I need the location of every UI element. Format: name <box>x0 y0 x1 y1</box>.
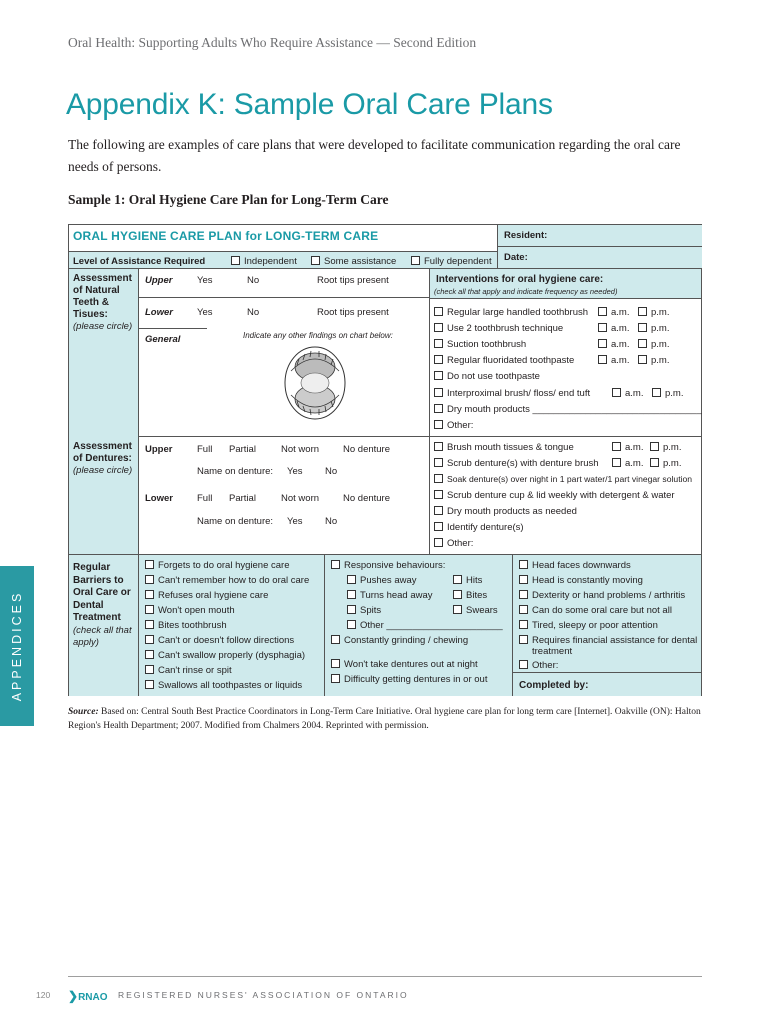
denture-care-item[interactable]: Soak denture(s) over night in 1 part water/1 part vinegar solution <box>434 474 692 484</box>
rnao-logo: ❯RNAO <box>68 989 108 1003</box>
page-title: Appendix K: Sample Oral Care Plans <box>66 88 553 121</box>
checkbox[interactable] <box>650 442 659 451</box>
lower-no[interactable]: No <box>247 307 260 318</box>
care-plan-form <box>68 224 702 696</box>
footer-organization: REGISTERED NURSES' ASSOCIATION OF ONTARIO <box>118 990 409 1000</box>
upper-root-tips[interactable]: Root tips present <box>317 275 389 286</box>
denture-care-item[interactable]: Scrub denture(s) with denture brush <box>434 458 599 469</box>
checkbox[interactable] <box>598 307 607 316</box>
denture-lower-not-worn[interactable]: Not worn <box>281 493 320 504</box>
am-option[interactable]: a.m. <box>598 307 629 318</box>
general-label: General <box>145 334 181 345</box>
source-label: Source: <box>68 707 99 717</box>
checkbox[interactable] <box>434 355 443 364</box>
interventions-list <box>429 299 701 436</box>
denture-upper-name-yes[interactable]: Yes <box>287 466 303 477</box>
checkbox[interactable] <box>145 590 154 599</box>
intervention-item[interactable]: Interproximal brush/ floss/ end tuft <box>434 388 590 399</box>
chart-note: Indicate any other findings on chart below: <box>243 331 393 340</box>
checkbox[interactable] <box>145 560 154 569</box>
barrier-sub-item[interactable]: Spits <box>347 605 381 616</box>
intervention-item[interactable]: Dry mouth products ________________________________ <box>434 404 702 415</box>
barrier-item[interactable]: Swallows all toothpastes or liquids <box>145 680 302 691</box>
assistance-option-full[interactable]: Fully dependent <box>411 256 492 267</box>
checkbox[interactable] <box>453 605 462 614</box>
pm-option[interactable]: p.m. <box>652 388 683 399</box>
checkbox[interactable] <box>434 307 443 316</box>
checkbox[interactable] <box>145 680 154 689</box>
barrier-sub-item[interactable]: Hits <box>453 575 482 586</box>
barrier-item[interactable]: Requires financial assistance for dental treatment <box>519 635 702 657</box>
barrier-sub-item[interactable]: Turns head away <box>347 590 433 601</box>
footer-divider <box>68 976 702 977</box>
denture-lower-full[interactable]: Full <box>197 493 213 504</box>
checkbox[interactable] <box>519 590 528 599</box>
am-option[interactable]: a.m. <box>598 339 629 350</box>
denture-upper-name-no[interactable]: No <box>325 466 338 477</box>
source-text: Based on: Central South Best Practice Coordinators in Long-Term Care Initiative. Oral hygiene care plan for long term care [Internet]. Oakville (ON): Halton Region's Health Department; 2007. Modified from Chalmers 2004. Reprinted with permission. <box>68 707 701 731</box>
barriers-label: Regular Barriers to Oral Care or Dental Treatment <box>73 562 131 623</box>
checkbox[interactable] <box>434 388 443 397</box>
checkbox[interactable] <box>331 659 340 668</box>
barrier-item[interactable]: Dexterity or hand problems / arthritis <box>519 590 685 601</box>
barrier-item[interactable]: Difficulty getting dentures in or out <box>331 674 487 685</box>
checkbox[interactable] <box>612 442 621 451</box>
checkbox[interactable] <box>598 339 607 348</box>
barrier-item[interactable]: Won't take dentures out at night <box>331 659 478 670</box>
checkbox[interactable] <box>519 560 528 569</box>
upper-no[interactable]: No <box>247 275 260 286</box>
assistance-label: Level of Assistance Required <box>73 256 206 267</box>
barrier-item[interactable]: Can't remember how to do oral care <box>145 575 309 586</box>
barrier-item[interactable]: Bites toothbrush <box>145 620 227 631</box>
am-option[interactable]: a.m. <box>598 355 629 366</box>
checkbox[interactable] <box>434 420 443 429</box>
denture-upper-name-label: Name on denture: <box>197 466 274 477</box>
denture-lower-name-label: Name on denture: <box>197 516 274 527</box>
checkbox[interactable] <box>331 674 340 683</box>
barriers-col1 <box>139 554 325 696</box>
intervention-item[interactable]: Suction toothbrush <box>434 339 526 350</box>
checkbox[interactable] <box>347 620 356 629</box>
barrier-sub-item[interactable]: Pushes away <box>347 575 417 586</box>
running-header: Oral Health: Supporting Adults Who Require Assistance — Second Edition <box>68 35 477 50</box>
resident-label: Resident: <box>504 230 548 241</box>
checkbox[interactable] <box>145 620 154 629</box>
natural-teeth-body <box>139 269 429 436</box>
checkbox[interactable] <box>519 660 528 669</box>
natural-teeth-note: (please circle) <box>73 321 133 332</box>
barrier-item[interactable]: Other: <box>519 660 558 671</box>
barrier-item[interactable]: Tired, sleepy or poor attention <box>519 620 658 631</box>
interventions-header <box>429 269 701 299</box>
checkbox[interactable] <box>145 605 154 614</box>
denture-lower-name-yes[interactable]: Yes <box>287 516 303 527</box>
denture-lower-partial[interactable]: Partial <box>229 493 256 504</box>
completed-by-field[interactable] <box>513 672 701 696</box>
barrier-item[interactable]: Head is constantly moving <box>519 575 643 586</box>
barrier-item[interactable]: Head faces downwards <box>519 560 631 571</box>
denture-lower-label: Lower <box>145 493 173 504</box>
checkbox[interactable] <box>638 307 647 316</box>
checkbox[interactable] <box>347 590 356 599</box>
checkbox[interactable] <box>612 388 621 397</box>
pm-option[interactable]: p.m. <box>638 339 669 350</box>
denture-upper-not-worn[interactable]: Not worn <box>281 444 320 455</box>
checkbox[interactable] <box>638 355 647 364</box>
barrier-item[interactable]: Refuses oral hygiene care <box>145 590 268 601</box>
barriers-note: (check all that apply) <box>73 624 132 648</box>
denture-care-list <box>429 436 701 554</box>
checkbox[interactable] <box>347 575 356 584</box>
checkbox[interactable] <box>434 458 443 467</box>
intervention-item[interactable]: Other: <box>434 420 473 431</box>
barrier-item[interactable]: Responsive behaviours: <box>331 560 445 571</box>
barrier-sub-item[interactable]: Bites <box>453 590 487 601</box>
dentures-note: (please circle) <box>73 465 133 476</box>
interventions-note: (check all that apply and indicate frequency as needed) <box>434 287 618 296</box>
dentures-label: Assessment of Dentures: <box>73 441 132 464</box>
denture-care-item[interactable]: Scrub denture cup & lid weekly with detergent & water <box>434 490 675 501</box>
resident-field[interactable] <box>497 225 702 247</box>
checkbox[interactable] <box>145 635 154 644</box>
barrier-sub-item[interactable]: Swears <box>453 605 498 616</box>
assistance-row <box>69 251 497 269</box>
denture-care-item[interactable]: Brush mouth tissues & tongue <box>434 442 574 453</box>
barrier-sub-item[interactable]: Other ______________________ <box>347 620 503 631</box>
checkbox[interactable] <box>145 575 154 584</box>
page-number: 120 <box>36 990 51 1000</box>
date-field[interactable] <box>497 247 702 269</box>
upper-yes[interactable]: Yes <box>197 275 213 286</box>
natural-teeth-label-cell <box>69 269 139 436</box>
checkbox[interactable] <box>519 620 528 629</box>
checkbox[interactable] <box>145 665 154 674</box>
checkbox[interactable] <box>311 256 320 265</box>
checkbox[interactable] <box>598 323 607 332</box>
checkbox[interactable] <box>519 605 528 614</box>
upper-label: Upper <box>145 275 173 286</box>
checkbox[interactable] <box>519 575 528 584</box>
denture-care-item[interactable]: Dry mouth products as needed <box>434 506 577 517</box>
completed-by-label: Completed by: <box>519 680 589 691</box>
dentures-body <box>139 436 429 554</box>
intro-paragraph: The following are examples of care plans that were developed to facilitate communication regarding the oral care needs of persons. <box>68 137 681 174</box>
denture-care-item[interactable]: Other: <box>434 538 473 549</box>
barrier-item[interactable]: Constantly grinding / chewing <box>331 635 468 646</box>
checkbox[interactable] <box>434 442 443 451</box>
lower-root-tips[interactable]: Root tips present <box>317 307 389 318</box>
barriers-col2 <box>325 554 513 696</box>
barrier-item[interactable]: Can't rinse or spit <box>145 665 232 676</box>
sample-title: Sample 1: Oral Hygiene Care Plan for Long-Term Care <box>68 192 389 207</box>
dentures-label-cell <box>69 436 139 554</box>
checkbox[interactable] <box>347 605 356 614</box>
checkbox[interactable] <box>434 404 443 413</box>
checkbox[interactable] <box>145 650 154 659</box>
checkbox[interactable] <box>453 590 462 599</box>
interventions-title: Interventions for oral hygiene care: <box>436 274 604 285</box>
intervention-item[interactable]: Do not use toothpaste <box>434 371 540 382</box>
checkbox[interactable] <box>434 323 443 332</box>
checkbox[interactable] <box>434 538 443 547</box>
assistance-option-independent[interactable]: Independent <box>231 256 297 267</box>
checkbox[interactable] <box>411 256 420 265</box>
checkbox[interactable] <box>434 506 443 515</box>
pm-option[interactable]: p.m. <box>650 458 681 469</box>
barrier-item[interactable]: Forgets to do oral hygiene care <box>145 560 290 571</box>
lower-yes[interactable]: Yes <box>197 307 213 318</box>
am-option[interactable]: a.m. <box>612 442 643 453</box>
checkbox[interactable] <box>434 474 443 483</box>
intervention-item[interactable]: Regular large handled toothbrush <box>434 307 588 318</box>
denture-upper-label: Upper <box>145 444 173 455</box>
am-option[interactable]: a.m. <box>598 323 629 334</box>
checkbox[interactable] <box>638 323 647 332</box>
intervention-item[interactable]: Regular fluoridated toothpaste <box>434 355 574 366</box>
checkbox[interactable] <box>598 355 607 364</box>
checkbox[interactable] <box>453 575 462 584</box>
natural-teeth-label: Assessment of Natural Teeth & Tisues: <box>73 273 132 320</box>
appendices-sidebar-tab <box>0 566 34 726</box>
barrier-item[interactable]: Can't or doesn't follow directions <box>145 635 294 646</box>
denture-lower-name-no[interactable]: No <box>325 516 338 527</box>
form-title: ORAL HYGIENE CARE PLAN for LONG-TERM CARE <box>73 229 379 243</box>
am-option[interactable]: a.m. <box>612 458 643 469</box>
pm-option[interactable]: p.m. <box>638 323 669 334</box>
assistance-option-some[interactable]: Some assistance <box>311 256 396 267</box>
denture-upper-partial[interactable]: Partial <box>229 444 256 455</box>
checkbox[interactable] <box>638 339 647 348</box>
checkbox[interactable] <box>652 388 661 397</box>
checkbox[interactable] <box>434 522 443 531</box>
checkbox[interactable] <box>331 635 340 644</box>
denture-lower-none[interactable]: No denture <box>343 493 391 504</box>
barrier-item[interactable]: Won't open mouth <box>145 605 235 616</box>
denture-care-item[interactable]: Identify denture(s) <box>434 522 524 533</box>
am-option[interactable]: a.m. <box>612 388 643 399</box>
lower-label: Lower <box>145 307 173 318</box>
denture-upper-full[interactable]: Full <box>197 444 213 455</box>
barriers-col3 <box>513 554 701 696</box>
date-label: Date: <box>504 252 528 263</box>
source-citation <box>68 705 708 733</box>
checkbox[interactable] <box>434 339 443 348</box>
checkbox[interactable] <box>519 635 528 644</box>
barrier-item[interactable]: Can do some oral care but not all <box>519 605 672 616</box>
checkbox[interactable] <box>331 560 340 569</box>
checkbox[interactable] <box>434 490 443 499</box>
checkbox[interactable] <box>612 458 621 467</box>
checkbox[interactable] <box>231 256 240 265</box>
pm-option[interactable]: p.m. <box>650 442 681 453</box>
intervention-item[interactable]: Use 2 toothbrush technique <box>434 323 563 334</box>
pm-option[interactable]: p.m. <box>638 355 669 366</box>
checkbox[interactable] <box>650 458 659 467</box>
barrier-item[interactable]: Can't swallow properly (dysphagia) <box>145 650 305 661</box>
denture-upper-none[interactable]: No denture <box>343 444 391 455</box>
pm-option[interactable]: p.m. <box>638 307 669 318</box>
sidebar-label: APPENDICES <box>10 590 24 702</box>
barriers-label-cell <box>69 554 139 696</box>
checkbox[interactable] <box>434 371 443 380</box>
mouth-chart-icon[interactable] <box>283 345 347 421</box>
